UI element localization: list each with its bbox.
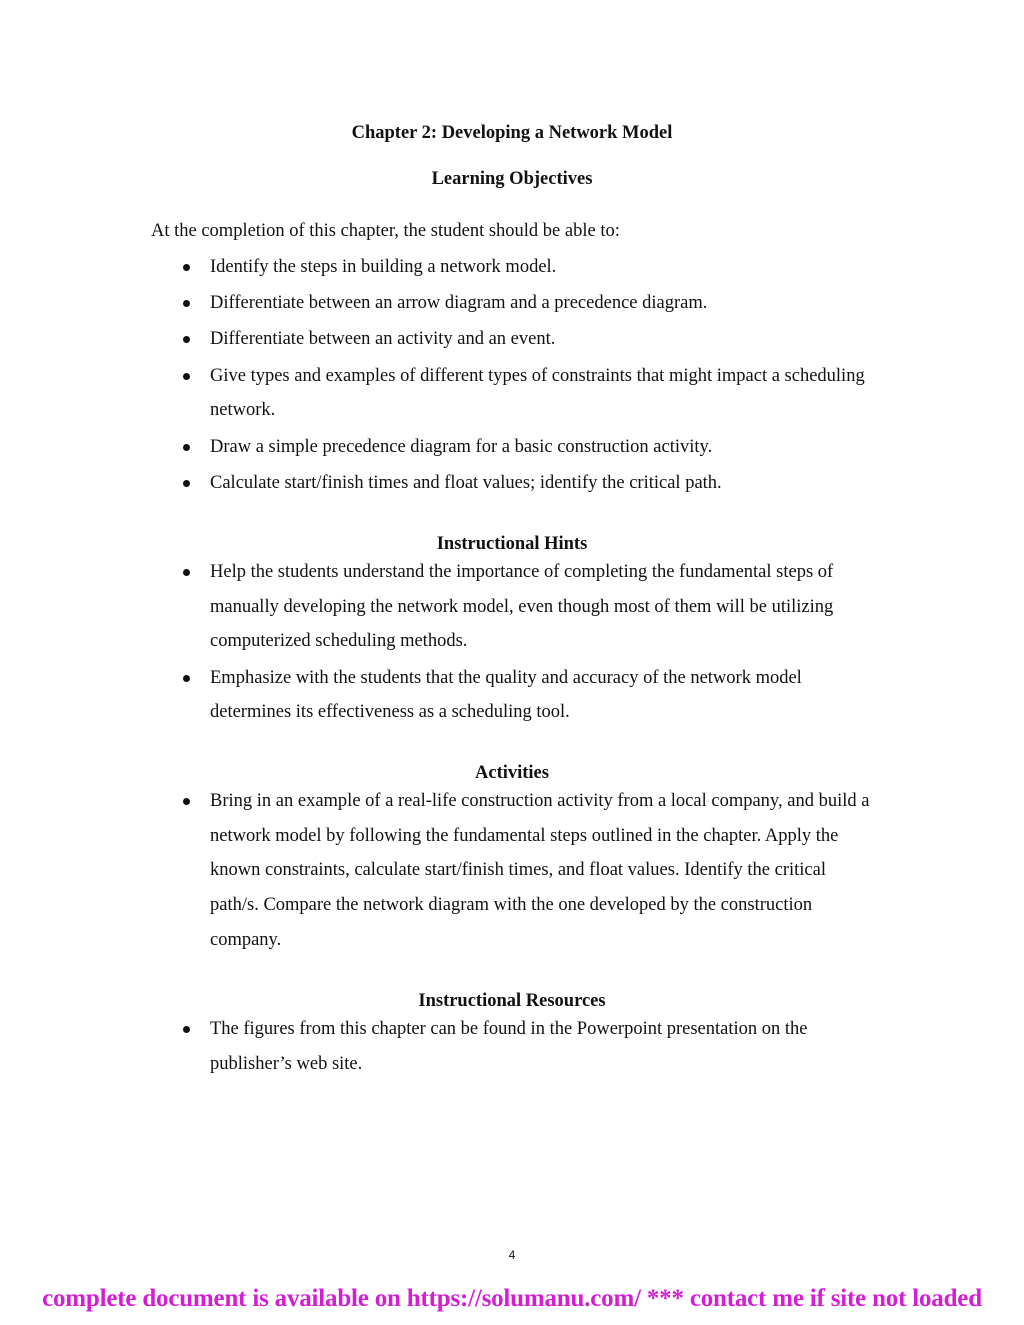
list-item-text: The figures from this chapter can be found in the Powerpoint presentation on the publisher’s web site. (210, 1019, 808, 1074)
instructional-resources-heading: Instructional Resources (418, 991, 606, 1011)
footer-promo-banner: complete document is available on https://solumanu.com/ *** contact me if site not loaded (42, 1285, 982, 1312)
bullet-icon (183, 1026, 190, 1033)
list-item (0, 555, 875, 659)
list-item (0, 359, 875, 428)
list-item-text: Differentiate between an activity and an event. (210, 329, 556, 350)
list-item (0, 430, 875, 465)
list-item-text: Bring in an example of a real-life construction activity from a local company, and build a network model by following the fundamental steps outlined in the chapter. Apply the known constraints, calculate start/finish times, and float values. Identify the critical path/s. Compare the network diagram with the one developed by the construction company. (210, 791, 870, 950)
learning-objectives-list (0, 250, 1024, 500)
list-item (0, 1012, 875, 1081)
bullet-icon (183, 300, 190, 307)
list-item (0, 250, 875, 285)
list-item (0, 286, 875, 321)
bullet-icon (183, 336, 190, 343)
list-item-text: Emphasize with the students that the quality and accuracy of the network model determines its effectiveness as a scheduling tool. (210, 667, 802, 723)
bullet-icon (183, 373, 190, 380)
bullet-icon (183, 675, 190, 682)
page-number: 4 (508, 1248, 516, 1262)
list-item-text: Identify the steps in building a network model. (210, 257, 557, 277)
list-item (0, 466, 875, 501)
instructional-hints-heading: Instructional Hints (436, 534, 588, 554)
list-item (0, 661, 875, 730)
instructional-hints-list (0, 555, 1024, 730)
list-item-text: Give types and examples of different types of constraints that might impact a scheduling network. (210, 365, 865, 421)
list-item (0, 784, 875, 958)
learning-objectives-intro: At the completion of this chapter, the student should be able to: (151, 221, 620, 241)
instructional-resources-list (0, 1012, 1024, 1081)
bullet-icon (183, 569, 190, 576)
bullet-icon (183, 798, 190, 805)
chapter-title: Chapter 2: Developing a Network Model (351, 123, 673, 143)
list-item-text: Draw a simple precedence diagram for a basic construction activity. (210, 436, 713, 457)
activities-heading: Activities (475, 763, 549, 783)
bullet-icon (183, 264, 190, 271)
bullet-icon (183, 480, 190, 487)
bullet-icon (183, 444, 190, 451)
activities-list (0, 784, 1024, 958)
list-item-text: Differentiate between an arrow diagram and a precedence diagram. (210, 293, 708, 314)
list-item (0, 322, 875, 357)
list-item-text: Calculate start/finish times and float values; identify the critical path. (210, 472, 722, 493)
list-item-text: Help the students understand the importance of completing the fundamental steps of manually developing the network model, even though most of them will be utilizing computerized scheduling methods. (210, 562, 834, 652)
learning-objectives-heading: Learning Objectives (431, 169, 593, 189)
